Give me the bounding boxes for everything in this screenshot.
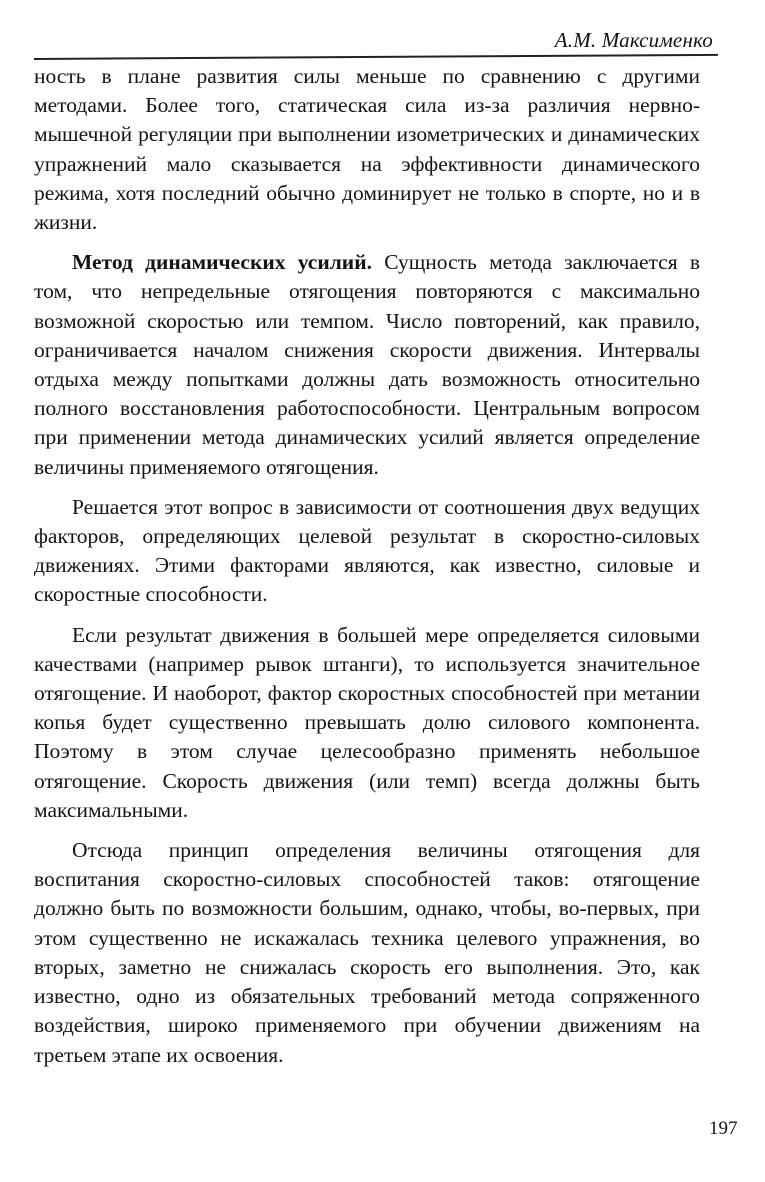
paragraph-4 — [34, 621, 700, 825]
paragraph-1-text: ность в плане развития силы меньше по сравнению с другими методами. Более того, статическая сила из-за различия нервно-мышечной регуляции при выполнении изометрических и динамических упражнений мало сказывается на эффективности динамического режима, хотя последний обычно доминирует не только в спорте, но и в жизни. — [34, 64, 700, 235]
paragraph-5-text: Отсюда принцип определения величины отягощения для воспитания скоростно-силовых способностей таков: отягощение должно быть по возможности большим, однако, чтобы, во-первых, при этом существенно не искажалась техника целевого упражнения, во вторых, заметно не снижалась скорость его выполнения. Это, как известно, одно из обязательных требований метода сопряженного воздействия, широко применяемого при обучении движениям на третьем этапе их освоения. — [34, 838, 700, 1067]
page-number: 197 — [709, 1118, 738, 1139]
body-text — [34, 62, 700, 1070]
paragraph-5 — [34, 836, 700, 1070]
paragraph-2-text: Сущность метода заключается в том, что непредельные отягощения повторяются с максимально возможной скоростью или темпом. Число повторений, как правило, ограничивается началом снижения скорости движения. Интервалы отдыха между попытками должны дать возможность относительно полного восстановления работоспособности. Центральным вопросом при применении метода динамических усилий является определение величины применяемого отягощения. — [34, 250, 700, 479]
paragraph-3 — [34, 493, 700, 610]
header-rule — [34, 54, 718, 60]
paragraph-1 — [34, 62, 700, 237]
paragraph-3-text: Решается этот вопрос в зависимости от соотношения двух ведущих факторов, определяющих целевой результат в скоростно-силовых движениях. Этими факторами являются, как известно, силовые и скоростные способности. — [34, 494, 700, 607]
paragraph-2 — [34, 248, 700, 482]
paragraph-2-lead-heading: Метод динамических усилий. — [72, 250, 372, 275]
paragraph-4-text: Если результат движения в большей мере определяется силовыми качествами (например рывок штанги), то используется значительное отягощение. И наоборот, фактор скоростных способностей при метании копья будет существенно превышать долю силового компонента. Поэтому в этом случае целесообразно применять небольшое отягощение. Скорость движения (или темп) всегда должны быть максимальными. — [34, 622, 700, 822]
running-head-author: А.М. Максименко — [554, 28, 713, 52]
